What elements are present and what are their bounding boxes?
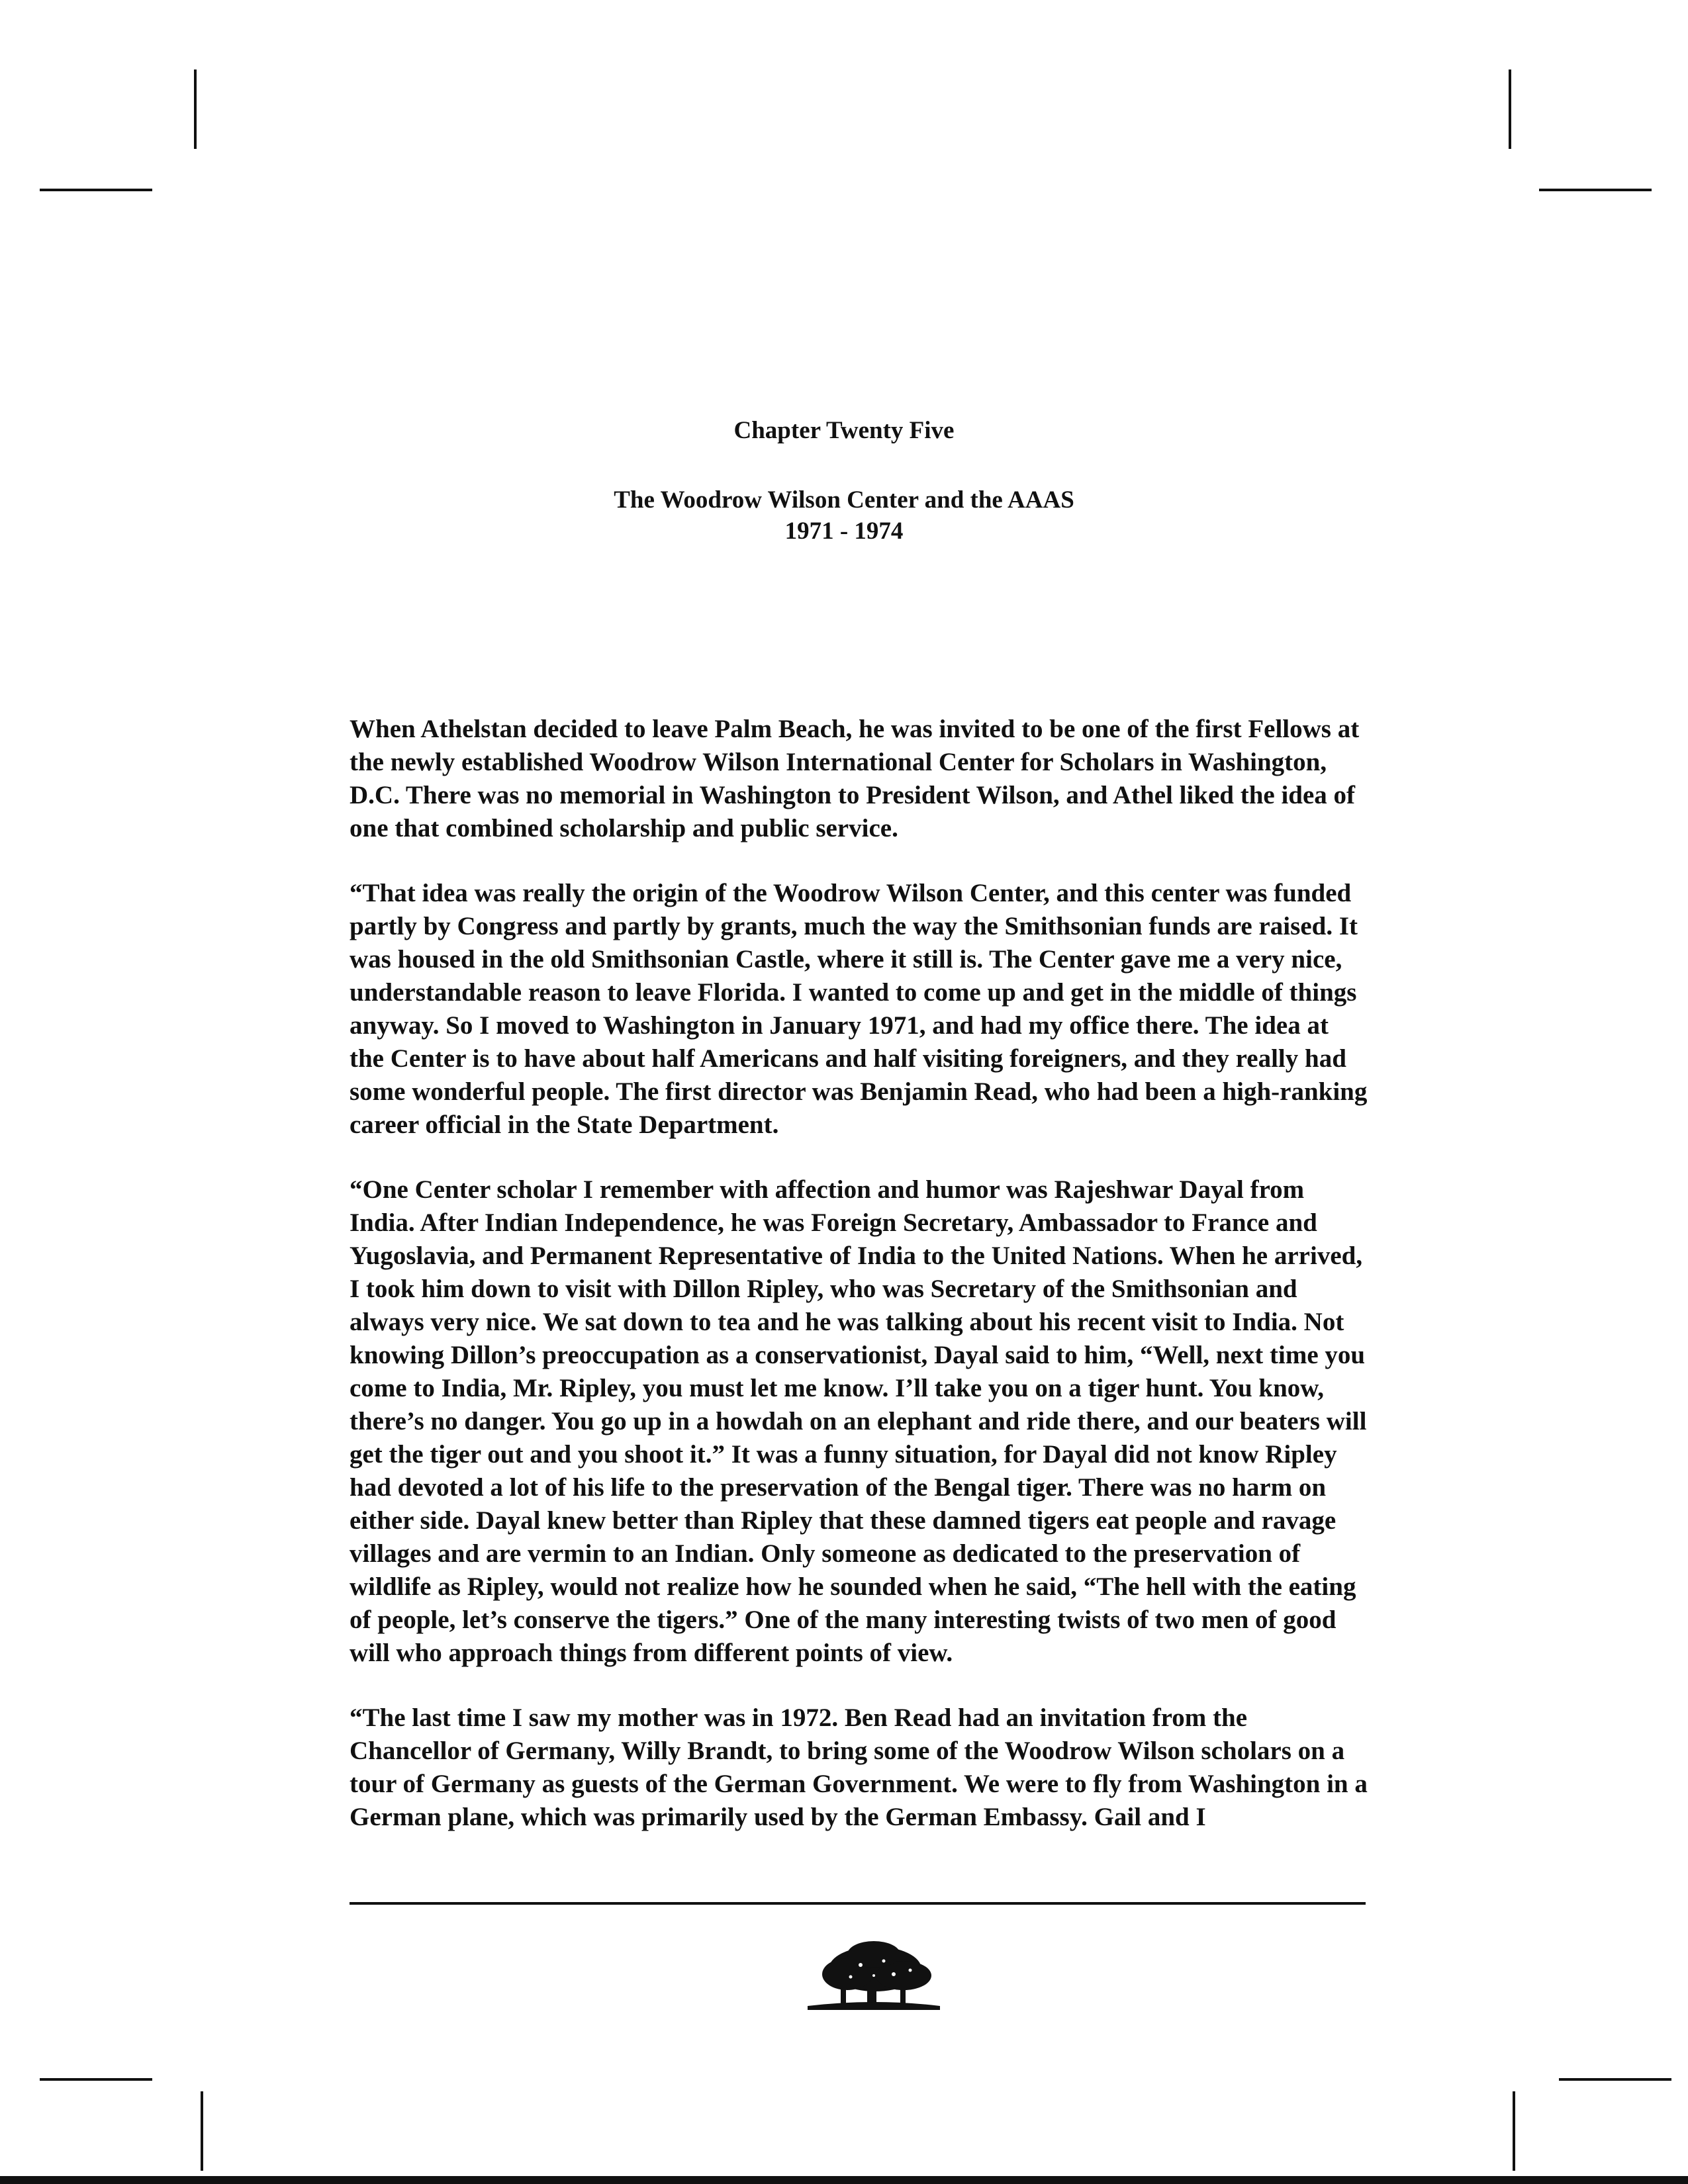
paragraph: “The last time I saw my mother was in 1972. Ben Read had an invitation from the Chancellor of Germany, Willy Brandt, to bring some of the Woodrow Wilson scholars on a tour of Germany as guests of the German Government. We were to fly from Washington in a German plane, which was primarily used by the German Embassy. Gail and I xyxy=(350,1704,1368,1831)
crop-mark-top-left-vertical xyxy=(194,69,197,149)
crop-mark-top-right-horizontal xyxy=(1539,189,1652,191)
crop-mark-bottom-left-vertical xyxy=(201,2091,203,2171)
chapter-body xyxy=(350,713,1369,1866)
crop-mark-top-right-vertical xyxy=(1509,69,1511,149)
scan-bottom-edge xyxy=(0,2176,1688,2184)
chapter-number-heading: Chapter Twenty Five xyxy=(733,417,955,444)
crop-mark-top-left-horizontal xyxy=(40,189,152,191)
crop-mark-bottom-right-horizontal xyxy=(1559,2078,1671,2081)
paragraph: When Athelstan decided to leave Palm Beach, he was invited to be one of the first Fellows at the newly established Woodrow Wilson International Center for Scholars in Washington, D.C. There was no memorial in Washington to President Wilson, and Athel liked the idea of one that combined scholarship and public service. xyxy=(350,715,1360,842)
tree-icon xyxy=(801,1936,947,2015)
chapter-title: The Woodrow Wilson Center and the AAAS xyxy=(614,486,1074,514)
paragraph: “That idea was really the origin of the Woodrow Wilson Center, and this center was funded partly by Congress and partly by grants, much the way the Smithsonian funds are raised. It was housed in the old Smithsonian Castle, where it still is. The Center gave me a very nice, understandable reason to leave Florida. I wanted to come up and get in the middle of things anyway. So I moved to Washington in January 1971, and had my office there. The idea at the Center is to have about half Americans and half visiting foreigners, and they really had some wonderful people. The first director was Benjamin Read, who had been a high-ranking career official in the State Department. xyxy=(350,879,1368,1139)
crop-mark-bottom-right-vertical xyxy=(1513,2091,1515,2171)
chapter-years: 1971 - 1974 xyxy=(784,518,904,545)
crop-mark-bottom-left-horizontal xyxy=(40,2078,152,2081)
footer-rule xyxy=(350,1902,1366,1905)
paragraph: “One Center scholar I remember with affection and humor was Rajeshwar Dayal from India. After Indian Independence, he was Foreign Secretary, Ambassador to France and Yugoslavia, and Permanent Representative of India to the United Nations. When he arrived, I took him down to visit with Dillon Ripley, who was Secretary of the Smithsonian and always very nice. We sat down to tea and he was talking about his recent visit to India. Not knowing Dillon’s preoccupation as a conservationist, Dayal said to him, “Well, next time you come to India, Mr. Ripley, you must let me know. I’ll take you on a tiger hunt. You know, there’s no danger. You go up in a howdah on an elephant and ride there, and our beaters will get the tiger out and you shoot it.” It was a funny situation, for Dayal did not know Ripley had devoted a lot of his life to the preservation of the Bengal tiger. There was no harm on either side. Dayal knew better than Ripley that these damned tigers eat people and ravage villages and are vermin to an Indian. Only someone as dedicated to the preservation of wildlife as Ripley, would not realize how he sounded when he said, “The hell with the eating of people, let’s conserve the tigers.” One of the many interesting twists of two men of good will who approach things from different points of view. xyxy=(350,1175,1367,1667)
